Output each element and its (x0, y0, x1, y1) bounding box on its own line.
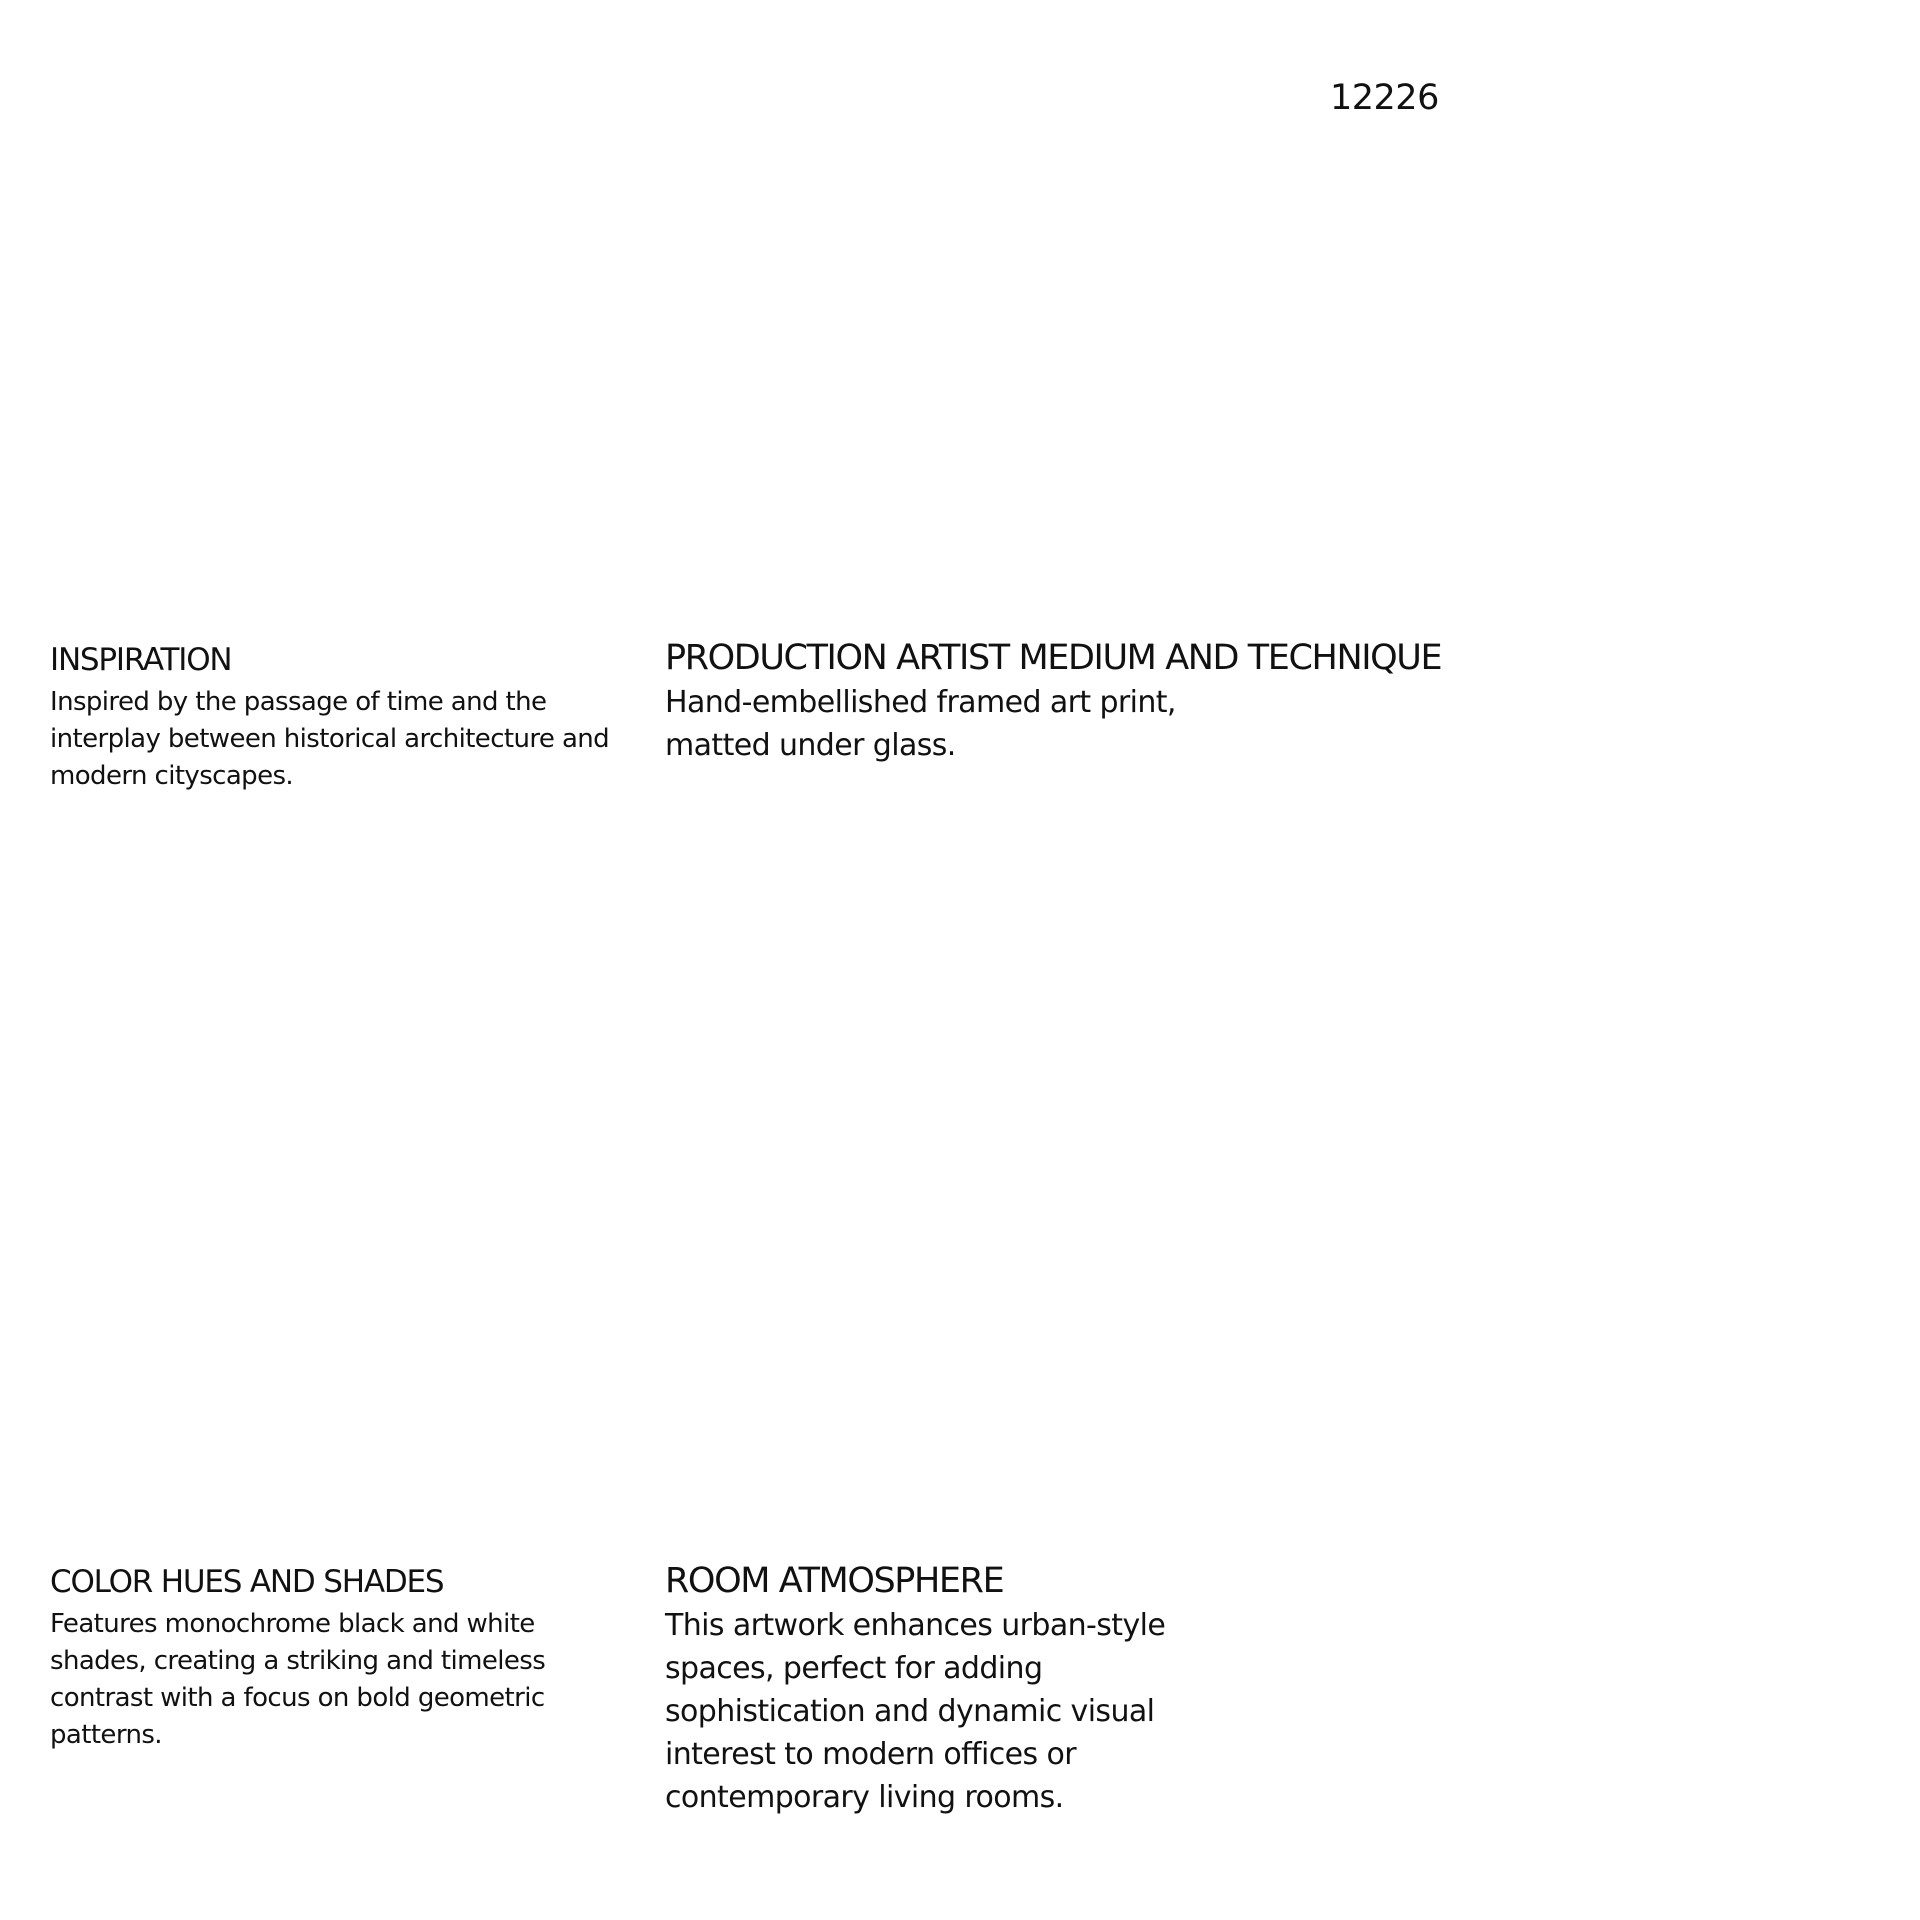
production-body: Hand-embellished framed art print, matted under glass. (665, 685, 1176, 763)
inspiration-section (50, 640, 620, 795)
color-heading: COLOR HUES AND SHADES (50, 1564, 444, 1600)
document-id: 12226 (1330, 78, 1439, 118)
room-body: This artwork enhances urban-style spaces, perfect for adding sophistication and dynamic visual interest to modern offices or contemporary living rooms. (665, 1608, 1166, 1815)
color-body: Features monochrome black and white shades, creating a striking and timeless contrast with a focus on bold geometric patterns. (50, 1609, 546, 1750)
inspiration-heading: INSPIRATION (50, 642, 232, 678)
room-heading: ROOM ATMOSPHERE (665, 1561, 1004, 1601)
room-section (665, 1560, 1265, 1819)
inspiration-body: Inspired by the passage of time and the interplay between historical architecture and modern cityscapes. (50, 687, 610, 791)
production-heading: PRODUCTION ARTIST MEDIUM AND TECHNIQUE (665, 638, 1442, 678)
production-section (665, 637, 1565, 767)
color-section (50, 1562, 620, 1754)
